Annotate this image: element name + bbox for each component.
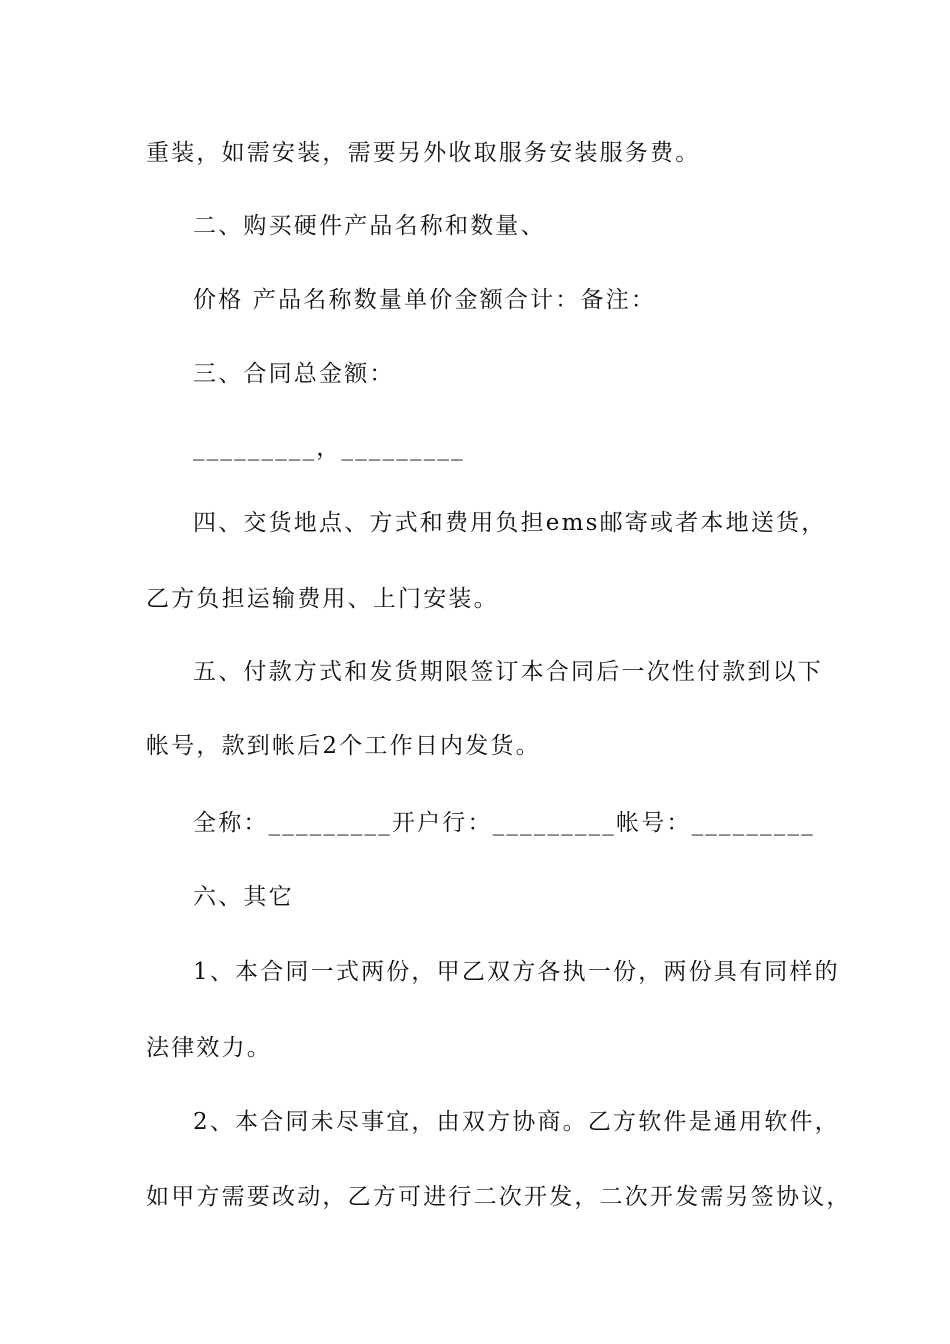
paragraph-line: 法律效力。: [146, 1035, 272, 1061]
section-heading: 二、购买硬件产品名称和数量、: [193, 213, 546, 239]
paragraph-line: 乙方负担运输费用、上门安装。: [146, 586, 499, 612]
section-heading: 五、付款方式和发货期限签订本合同后一次性付款到以下: [193, 659, 823, 685]
clause-item: 1、本合同一式两份，甲乙双方各执一份，两份具有同样的: [193, 959, 840, 985]
paragraph-line: 价格 产品名称数量单价金额合计：备注：: [193, 287, 657, 313]
paragraph-line: 重装，如需安装，需要另外收取服务安装服务费。: [146, 140, 701, 166]
paragraph-line: 如甲方需要改动，乙方可进行二次开发，二次开发需另签协议，: [146, 1184, 852, 1210]
section-heading: 三、合同总金额：: [193, 361, 395, 387]
paragraph-line: 帐号，款到帐后2个工作日内发货。: [146, 733, 541, 759]
section-heading: 六、其它: [193, 884, 294, 910]
blank-fill-line: _________，_________: [193, 435, 465, 461]
clause-item: 2、本合同未尽事宜，由双方协商。乙方软件是通用软件，: [193, 1109, 840, 1135]
section-heading: 四、交货地点、方式和费用负担ems邮寄或者本地送货，: [193, 510, 827, 536]
account-fill-line: 全称：_________开户行：_________帐号：_________: [193, 810, 815, 836]
